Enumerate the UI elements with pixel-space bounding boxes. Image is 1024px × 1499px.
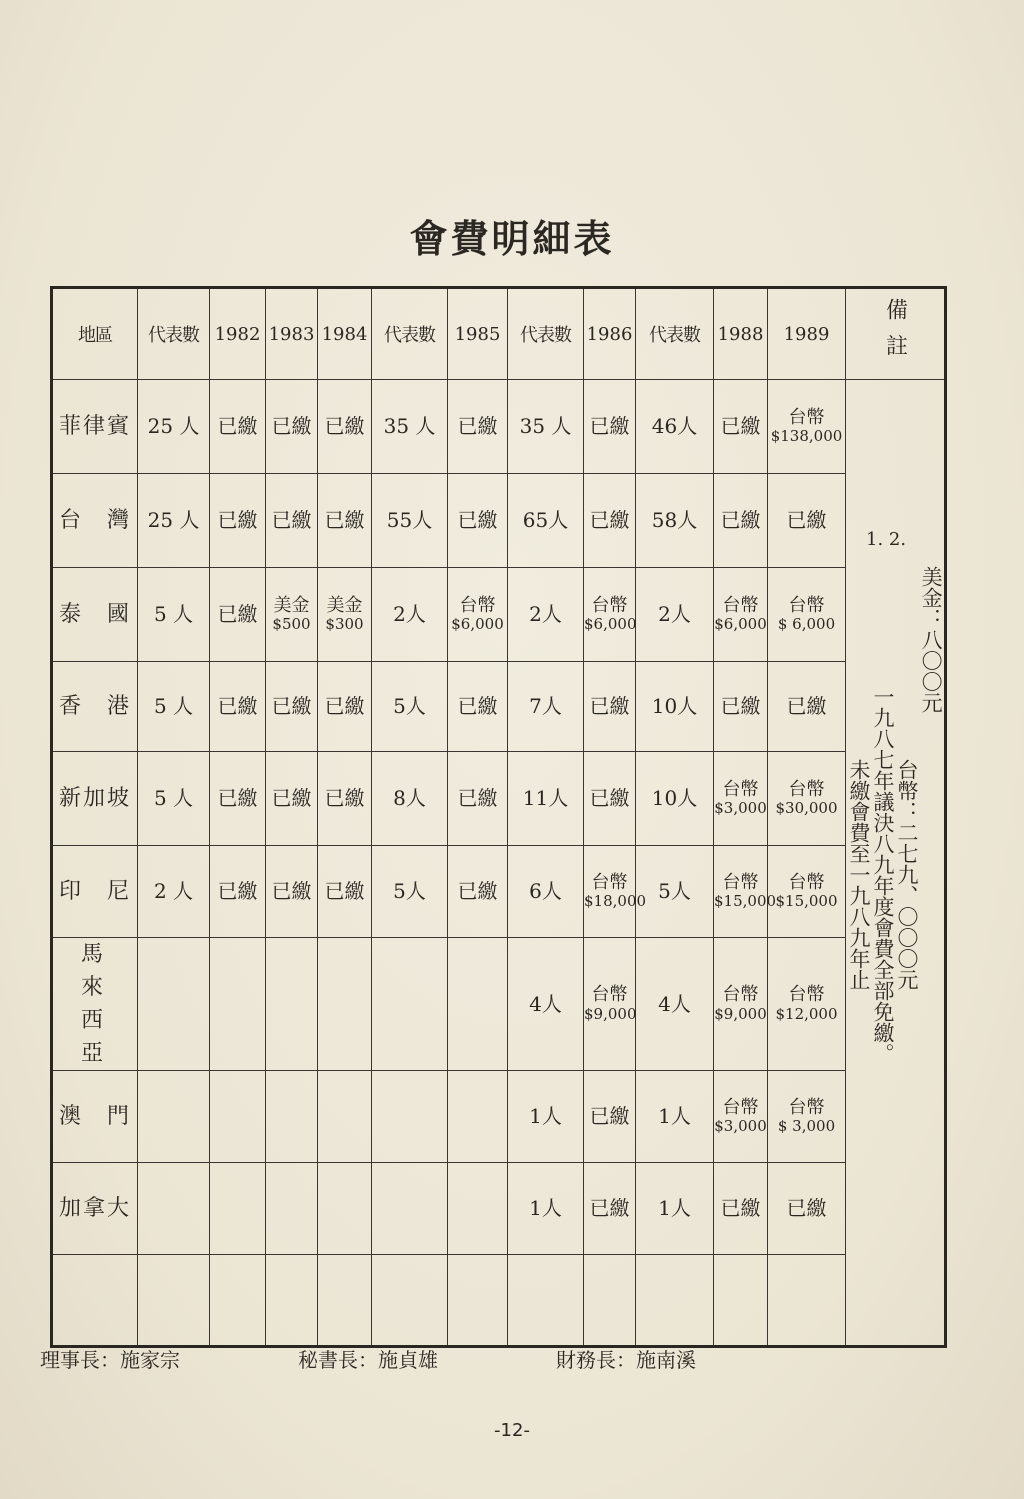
table-cell: 5 人 bbox=[138, 752, 210, 846]
table-cell: 4人 bbox=[636, 938, 714, 1071]
fee-amount-cell bbox=[448, 568, 508, 662]
amount-value: $15,000 bbox=[775, 892, 838, 911]
table-cell: 11人 bbox=[508, 752, 584, 846]
table-cell bbox=[266, 938, 318, 1071]
region-cell: 馬 來 西 亞 bbox=[52, 938, 138, 1071]
table-row bbox=[52, 568, 946, 662]
table-cell: 58人 bbox=[636, 474, 714, 568]
remarks-columns bbox=[846, 555, 944, 1195]
table-cell: 1人 bbox=[636, 1071, 714, 1163]
currency-label: 美金 bbox=[273, 594, 310, 616]
table-cell: 已繳 bbox=[266, 846, 318, 938]
table-cell: 已繳 bbox=[266, 380, 318, 474]
table-cell bbox=[318, 1071, 372, 1163]
table-cell: 已繳 bbox=[584, 380, 636, 474]
table-row bbox=[52, 938, 946, 1071]
table-cell: 25 人 bbox=[138, 380, 210, 474]
table-cell: 5人 bbox=[372, 846, 448, 938]
table-cell: 2 人 bbox=[138, 846, 210, 938]
amount-value: $3,000 bbox=[714, 799, 767, 818]
header-year: 1983 bbox=[266, 288, 318, 380]
table-cell: 已繳 bbox=[210, 474, 266, 568]
table-cell: 已繳 bbox=[768, 1163, 846, 1255]
currency-label: 台幣 bbox=[459, 594, 496, 616]
table-cell: 已繳 bbox=[210, 380, 266, 474]
table-cell: 1人 bbox=[636, 1163, 714, 1255]
remarks-cell bbox=[846, 380, 946, 1347]
header-region: 地區 bbox=[52, 288, 138, 380]
header-year: 1988 bbox=[714, 288, 768, 380]
currency-label: 台幣 bbox=[788, 871, 825, 893]
header-reps: 代表數 bbox=[138, 288, 210, 380]
fee-amount-cell bbox=[584, 938, 636, 1071]
table-cell: 46人 bbox=[636, 380, 714, 474]
page-number: -12- bbox=[494, 1420, 530, 1441]
table-cell: 已繳 bbox=[584, 752, 636, 846]
currency-label: 台幣 bbox=[788, 406, 825, 428]
fee-amount-cell bbox=[768, 846, 846, 938]
table-cell: 25 人 bbox=[138, 474, 210, 568]
header-year: 1984 bbox=[318, 288, 372, 380]
fee-amount-cell bbox=[768, 1071, 846, 1163]
table-cell bbox=[266, 1255, 318, 1347]
fee-amount-cell bbox=[768, 568, 846, 662]
table-cell bbox=[138, 1071, 210, 1163]
table-cell: 6人 bbox=[508, 846, 584, 938]
signature-line bbox=[0, 1344, 1024, 1384]
currency-label: 台幣 bbox=[722, 1096, 759, 1118]
table-cell: 已繳 bbox=[584, 1163, 636, 1255]
table-cell bbox=[636, 1255, 714, 1347]
amount-value: $9,000 bbox=[584, 1004, 637, 1023]
region-cell: 香 港 bbox=[52, 662, 138, 752]
table-cell bbox=[210, 1255, 266, 1347]
table-cell: 已繳 bbox=[210, 568, 266, 662]
remarks-numbers: 1. 2. bbox=[866, 529, 907, 551]
currency-label: 台幣 bbox=[788, 594, 825, 616]
table-cell bbox=[714, 1255, 768, 1347]
table-cell: 已繳 bbox=[266, 662, 318, 752]
currency-label: 台幣 bbox=[788, 778, 825, 800]
table-cell: 35 人 bbox=[508, 380, 584, 474]
amount-value: $500 bbox=[272, 615, 311, 634]
amount-value: $6,000 bbox=[714, 615, 767, 634]
fee-amount-cell bbox=[714, 568, 768, 662]
table-cell bbox=[372, 1163, 448, 1255]
amount-value: $3,000 bbox=[714, 1117, 767, 1136]
fee-amount-cell bbox=[584, 568, 636, 662]
table-cell: 已繳 bbox=[266, 752, 318, 846]
table-cell: 已繳 bbox=[448, 474, 508, 568]
header-reps: 代表數 bbox=[372, 288, 448, 380]
remarks-header-label: 備註 bbox=[882, 298, 908, 370]
header-reps: 代表數 bbox=[508, 288, 584, 380]
amount-value: $ 6,000 bbox=[777, 615, 836, 634]
table-cell bbox=[372, 938, 448, 1071]
amount-value: $138,000 bbox=[770, 427, 843, 446]
table-row bbox=[52, 662, 946, 752]
table-cell bbox=[372, 1255, 448, 1347]
table-cell: 已繳 bbox=[210, 846, 266, 938]
table-cell bbox=[318, 938, 372, 1071]
table-cell bbox=[448, 938, 508, 1071]
table-row bbox=[52, 380, 946, 474]
table-cell: 5 人 bbox=[138, 568, 210, 662]
table-cell: 已繳 bbox=[448, 752, 508, 846]
table-cell: 已繳 bbox=[210, 662, 266, 752]
table-cell bbox=[138, 1255, 210, 1347]
table-cell: 65人 bbox=[508, 474, 584, 568]
table-cell: 已繳 bbox=[768, 474, 846, 568]
table-cell: 5人 bbox=[636, 846, 714, 938]
table-cell: 10人 bbox=[636, 752, 714, 846]
region-cell: 新加坡 bbox=[52, 752, 138, 846]
table-cell: 已繳 bbox=[714, 474, 768, 568]
amount-value: $ 3,000 bbox=[777, 1117, 836, 1136]
secretary-signature: 秘書長：施貞雄 bbox=[298, 1348, 438, 1372]
table-cell: 已繳 bbox=[768, 662, 846, 752]
table-cell: 8人 bbox=[372, 752, 448, 846]
currency-label: 台幣 bbox=[722, 778, 759, 800]
region-cell: 台 灣 bbox=[52, 474, 138, 568]
table-cell bbox=[448, 1255, 508, 1347]
header-remarks bbox=[846, 288, 946, 380]
remark-unpaid: 未繳會費至一九八九年止 bbox=[846, 759, 871, 991]
currency-label: 台幣 bbox=[788, 984, 825, 1006]
region-cell: 加拿大 bbox=[52, 1163, 138, 1255]
table-row bbox=[52, 752, 946, 846]
currency-label: 美金 bbox=[326, 594, 363, 616]
table-cell: 已繳 bbox=[714, 662, 768, 752]
currency-label: 台幣 bbox=[722, 984, 759, 1006]
table-cell bbox=[508, 1255, 584, 1347]
table-cell: 55人 bbox=[372, 474, 448, 568]
fee-amount-cell bbox=[584, 846, 647, 938]
region-cell bbox=[52, 1255, 138, 1347]
table-cell bbox=[318, 1163, 372, 1255]
fee-table bbox=[50, 286, 947, 1348]
fee-amount-cell bbox=[714, 938, 768, 1071]
table-cell: 2人 bbox=[508, 568, 584, 662]
currency-label: 台幣 bbox=[591, 594, 628, 616]
amount-value: $30,000 bbox=[775, 799, 838, 818]
table-cell bbox=[318, 1255, 372, 1347]
table-cell: 已繳 bbox=[318, 474, 372, 568]
page-title: 會費明細表 bbox=[409, 217, 615, 261]
treasurer-signature: 財務長：施南溪 bbox=[556, 1348, 696, 1372]
table-cell bbox=[210, 1071, 266, 1163]
table-cell: 已繳 bbox=[318, 662, 372, 752]
table-cell: 已繳 bbox=[448, 846, 508, 938]
table-cell: 已繳 bbox=[318, 380, 372, 474]
fee-amount-cell bbox=[266, 568, 318, 662]
table-cell: 5 人 bbox=[138, 662, 210, 752]
table-row bbox=[52, 474, 946, 568]
amount-value: $300 bbox=[325, 615, 364, 634]
table-cell bbox=[584, 1255, 636, 1347]
currency-label: 台幣 bbox=[722, 594, 759, 616]
table-cell: 1人 bbox=[508, 1071, 584, 1163]
chairman-signature: 理事長：施家宗 bbox=[40, 1348, 180, 1372]
table-cell: 1人 bbox=[508, 1163, 584, 1255]
header-year: 1985 bbox=[448, 288, 508, 380]
remark-waiver: 一九八七年議決八九年度會費全部免繳。 bbox=[871, 685, 895, 1064]
amount-value: $12,000 bbox=[775, 1004, 838, 1023]
table-cell: 2人 bbox=[636, 568, 714, 662]
amount-value: $18,000 bbox=[584, 892, 647, 911]
amount-value: $6,000 bbox=[584, 615, 637, 634]
header-year: 1989 bbox=[768, 288, 846, 380]
table-cell bbox=[210, 1163, 266, 1255]
fee-amount-cell bbox=[768, 938, 846, 1071]
table-row bbox=[52, 846, 946, 938]
amount-value: $15,000 bbox=[714, 892, 777, 911]
amount-value: $6,000 bbox=[451, 615, 504, 634]
fee-amount-cell bbox=[714, 1071, 768, 1163]
table-cell: 已繳 bbox=[318, 752, 372, 846]
table-cell: 已繳 bbox=[714, 380, 768, 474]
currency-label: 台幣 bbox=[788, 1096, 825, 1118]
remark-usd: 美金：八〇〇元 bbox=[919, 566, 944, 714]
amount-value: $9,000 bbox=[714, 1004, 767, 1023]
table-cell: 已繳 bbox=[584, 662, 636, 752]
table-cell: 已繳 bbox=[318, 846, 372, 938]
table-cell: 已繳 bbox=[448, 380, 508, 474]
remark-twd: 台幣：二七九、〇〇〇元 bbox=[895, 759, 920, 991]
region-cell: 泰 國 bbox=[52, 568, 138, 662]
region-cell: 印 尼 bbox=[52, 846, 138, 938]
region-cell: 澳 門 bbox=[52, 1071, 138, 1163]
table-cell: 4人 bbox=[508, 938, 584, 1071]
header-year: 1986 bbox=[584, 288, 636, 380]
fee-amount-cell bbox=[318, 568, 372, 662]
table-cell: 10人 bbox=[636, 662, 714, 752]
currency-label: 台幣 bbox=[591, 871, 628, 893]
region-cell: 菲律賓 bbox=[52, 380, 138, 474]
table-cell: 2人 bbox=[372, 568, 448, 662]
table-row bbox=[52, 1255, 946, 1347]
table-cell bbox=[138, 938, 210, 1071]
fee-amount-cell bbox=[714, 846, 777, 938]
table-cell: 已繳 bbox=[210, 752, 266, 846]
currency-label: 台幣 bbox=[591, 984, 628, 1006]
table-cell: 已繳 bbox=[266, 474, 318, 568]
table-cell bbox=[138, 1163, 210, 1255]
header-year: 1982 bbox=[210, 288, 266, 380]
table-cell bbox=[448, 1163, 508, 1255]
fee-amount-cell bbox=[714, 752, 768, 846]
table-cell bbox=[448, 1071, 508, 1163]
header-row bbox=[52, 288, 946, 380]
table-cell: 已繳 bbox=[584, 1071, 636, 1163]
table-cell: 35 人 bbox=[372, 380, 448, 474]
fee-amount-cell bbox=[768, 380, 846, 474]
fee-amount-cell bbox=[768, 752, 846, 846]
table-cell bbox=[266, 1163, 318, 1255]
table-cell: 5人 bbox=[372, 662, 448, 752]
currency-label: 台幣 bbox=[722, 871, 759, 893]
table-cell bbox=[768, 1255, 846, 1347]
header-reps: 代表數 bbox=[636, 288, 714, 380]
table-cell: 已繳 bbox=[448, 662, 508, 752]
table-cell bbox=[266, 1071, 318, 1163]
table-cell: 已繳 bbox=[584, 474, 636, 568]
table-cell bbox=[372, 1071, 448, 1163]
table-row bbox=[52, 1163, 946, 1255]
table-cell: 已繳 bbox=[714, 1163, 768, 1255]
table-cell: 7人 bbox=[508, 662, 584, 752]
table-row bbox=[52, 1071, 946, 1163]
table-cell bbox=[210, 938, 266, 1071]
